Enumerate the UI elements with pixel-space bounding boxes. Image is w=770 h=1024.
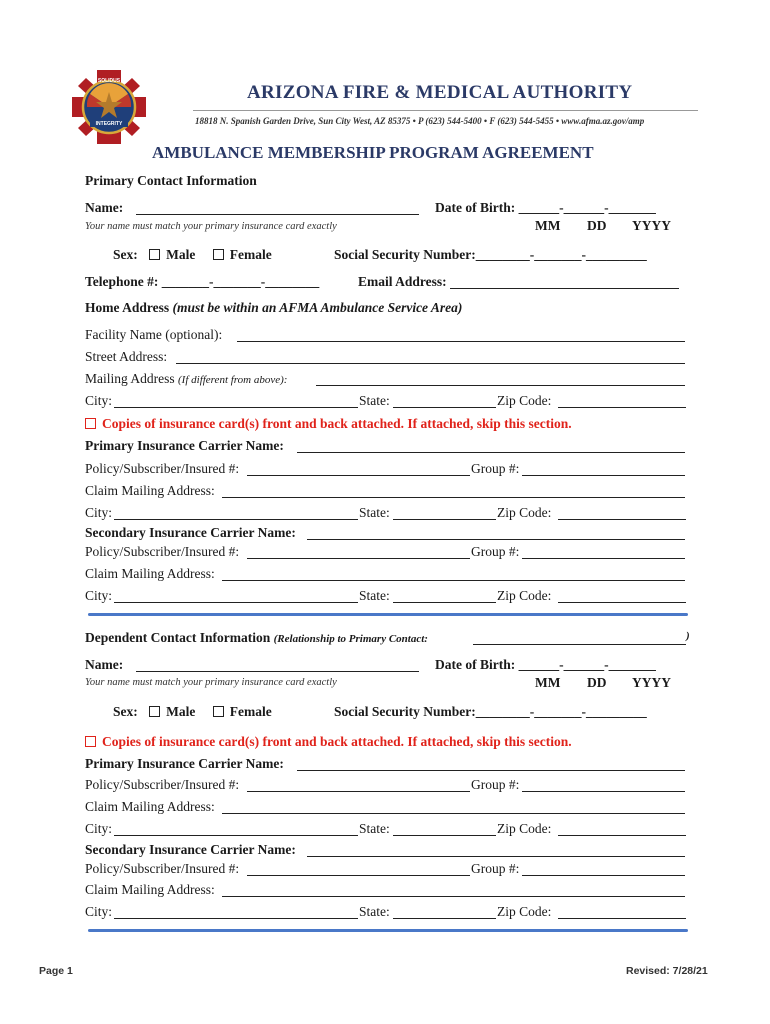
org-name: ARIZONA FIRE & MEDICAL AUTHORITY <box>247 82 633 103</box>
zip-label: Zip Code: <box>497 393 552 408</box>
page-number: Page 1 <box>39 965 73 977</box>
primary-heading: Primary Contact Information <box>85 173 257 188</box>
group-field[interactable] <box>522 558 685 559</box>
email-label: Email Address: <box>358 274 447 289</box>
female-checkbox[interactable] <box>213 249 224 260</box>
dep-state-label-2: State: <box>359 904 390 919</box>
claim-label: Claim Mailing Address: <box>85 483 215 498</box>
home-address-label: Home Address <box>85 300 170 315</box>
claim-field[interactable] <box>222 580 685 581</box>
female-label: Female <box>229 247 272 262</box>
dep-dob-mm: MM <box>535 675 561 690</box>
dep-policy-label-2: Policy/Subscriber/Insured #: <box>85 861 240 876</box>
dep-claim-label: Claim Mailing Address: <box>85 799 215 814</box>
logo-text-top: SOLIDUS <box>97 78 121 84</box>
zip-field[interactable] <box>558 602 686 603</box>
policy-field[interactable] <box>247 475 470 476</box>
dep-zip-label-2: Zip Code: <box>497 904 552 919</box>
policy-label: Policy/Subscriber/Insured #: <box>85 544 240 559</box>
relationship-label: (Relationship to Primary Contact: <box>273 633 428 645</box>
dep-zip-label: Zip Code: <box>497 821 552 836</box>
dep-ssn-label[interactable]: Social Security Number:________-_______-_________ <box>334 704 647 719</box>
primary-carrier-field[interactable] <box>297 452 685 453</box>
dep-group-field-2[interactable] <box>522 875 685 876</box>
state-field[interactable] <box>393 407 496 408</box>
group-label: Group #: <box>471 544 520 559</box>
dob-dd: DD <box>587 218 607 233</box>
relationship-close: ) <box>686 630 690 642</box>
city-field[interactable] <box>114 519 358 520</box>
dep-claim-field[interactable] <box>222 813 685 814</box>
policy-field[interactable] <box>247 558 470 559</box>
dep-city-label-2: City: <box>85 904 113 919</box>
name-field[interactable] <box>136 214 419 215</box>
dep-secondary-carrier-label: Secondary Insurance Carrier Name: <box>85 842 296 857</box>
dob-yyyy: YYYY <box>632 218 671 233</box>
claim-label: Claim Mailing Address: <box>85 566 215 581</box>
zip-label: Zip Code: <box>497 505 552 520</box>
city-label: City: <box>85 588 113 603</box>
dep-policy-label: Policy/Subscriber/Insured #: <box>85 777 240 792</box>
dep-state-field-2[interactable] <box>393 918 496 919</box>
dep-zip-field-2[interactable] <box>558 918 686 919</box>
dep-claim-label-2: Claim Mailing Address: <box>85 882 215 897</box>
dep-female-label: Female <box>229 704 272 719</box>
sex-label: Sex: <box>113 247 138 262</box>
email-field[interactable] <box>450 288 679 289</box>
section-separator-bottom <box>88 929 688 932</box>
dep-secondary-carrier-field[interactable] <box>307 856 685 857</box>
male-label: Male <box>166 247 196 262</box>
street-field[interactable] <box>176 363 685 364</box>
insurance-notice: Copies of insurance card(s) front and back attached. If attached, skip this section. <box>102 416 572 431</box>
zip-field[interactable] <box>558 519 686 520</box>
city-field[interactable] <box>114 602 358 603</box>
city-label: City: <box>85 393 113 408</box>
relationship-field[interactable] <box>473 644 686 645</box>
dep-policy-field-2[interactable] <box>247 875 470 876</box>
dep-insurance-notice: Copies of insurance card(s) front and back attached. If attached, skip this section. <box>102 734 572 749</box>
dep-dob-label[interactable]: Date of Birth: ______-______-_______ <box>435 657 656 672</box>
dep-state-label: State: <box>359 821 390 836</box>
dep-insurance-attached-checkbox[interactable] <box>85 736 96 747</box>
dep-dob-dd: DD <box>587 675 607 690</box>
section-separator <box>88 613 688 616</box>
zip-label: Zip Code: <box>497 588 552 603</box>
primary-carrier-label: Primary Insurance Carrier Name: <box>85 438 284 453</box>
dep-group-field[interactable] <box>522 791 685 792</box>
zip-field[interactable] <box>558 407 686 408</box>
dep-policy-field[interactable] <box>247 791 470 792</box>
state-label: State: <box>359 393 390 408</box>
city-label: City: <box>85 505 113 520</box>
dep-city-field-2[interactable] <box>114 918 358 919</box>
dob-label[interactable]: Date of Birth: ______-______-_______ <box>435 200 656 215</box>
dep-primary-carrier-label: Primary Insurance Carrier Name: <box>85 756 284 771</box>
dep-sex-label: Sex: <box>113 704 138 719</box>
dep-male-label: Male <box>166 704 196 719</box>
mailing-field[interactable] <box>316 385 685 386</box>
dependent-heading: Dependent Contact Information <box>85 630 271 645</box>
dob-mm: MM <box>535 218 561 233</box>
secondary-carrier-field[interactable] <box>307 539 685 540</box>
male-checkbox[interactable] <box>149 249 160 260</box>
dep-city-field[interactable] <box>114 835 358 836</box>
dep-claim-field-2[interactable] <box>222 896 685 897</box>
header-divider <box>193 110 698 111</box>
name-note: Your name must match your primary insurance card exactly <box>85 221 337 232</box>
claim-field[interactable] <box>222 497 685 498</box>
insurance-attached-checkbox[interactable] <box>85 418 96 429</box>
dep-name-field[interactable] <box>136 671 419 672</box>
dep-male-checkbox[interactable] <box>149 706 160 717</box>
group-label: Group #: <box>471 461 520 476</box>
dep-state-field[interactable] <box>393 835 496 836</box>
dep-female-checkbox[interactable] <box>213 706 224 717</box>
revised-date: Revised: 7/28/21 <box>626 965 708 977</box>
state-field[interactable] <box>393 519 496 520</box>
org-address: 18818 N. Spanish Garden Drive, Sun City West, AZ 85375 • P (623) 544-5400 • F (623) 544-5455 • www.afma.az.gov/amp <box>195 116 645 126</box>
dep-group-label: Group #: <box>471 777 520 792</box>
state-label: State: <box>359 505 390 520</box>
ssn-label[interactable]: Social Security Number:________-_______-_________ <box>334 247 647 262</box>
group-field[interactable] <box>522 475 685 476</box>
state-label: State: <box>359 588 390 603</box>
city-field[interactable] <box>114 407 358 408</box>
secondary-carrier-label: Secondary Insurance Carrier Name: <box>85 525 296 540</box>
dep-name-note: Your name must match your primary insurance card exactly <box>85 677 337 688</box>
dep-primary-carrier-field[interactable] <box>297 770 685 771</box>
phone-label[interactable]: Telephone #: _______-_______-________ <box>85 274 320 289</box>
mailing-note: (If different from above): <box>178 374 288 386</box>
dep-dob-yyyy: YYYY <box>632 675 671 690</box>
name-label: Name: <box>85 200 124 215</box>
dep-city-label: City: <box>85 821 113 836</box>
facility-label: Facility Name (optional): <box>85 327 223 342</box>
logo <box>70 68 148 146</box>
mailing-label: Mailing Address <box>85 371 175 386</box>
home-address-note: (must be within an AFMA Ambulance Service Area) <box>172 300 463 315</box>
logo-text-bottom: INTEGRITY <box>95 121 123 127</box>
dep-zip-field[interactable] <box>558 835 686 836</box>
street-label: Street Address: <box>85 349 168 364</box>
page-title: AMBULANCE MEMBERSHIP PROGRAM AGREEMENT <box>152 143 594 162</box>
dep-name-label: Name: <box>85 657 124 672</box>
policy-label: Policy/Subscriber/Insured #: <box>85 461 240 476</box>
facility-field[interactable] <box>237 341 685 342</box>
state-field[interactable] <box>393 602 496 603</box>
dep-group-label-2: Group #: <box>471 861 520 876</box>
